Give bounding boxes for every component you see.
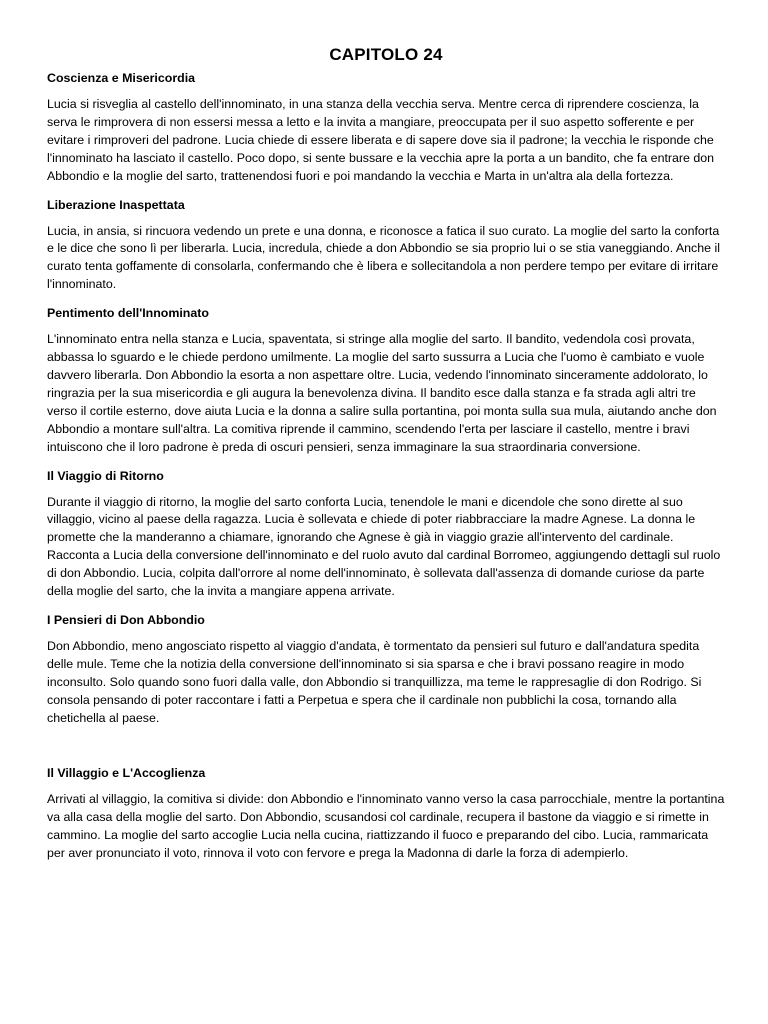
section-paragraph: Lucia, in ansia, si rincuora vedendo un prete e una donna, e riconosce a fatica il suo curato. La moglie del sarto la conforta e le dice che sono lì per liberarla. Lucia, incredula, chiede a don Abbondio se sia proprio lui o se stia vaneggiando. Anche il curato tenta goffamente di consolarla, confermando che è libera e sollecitandola a non perdere tempo per evitare di irritare l'innominato. — [47, 223, 720, 292]
section-paragraph: Arrivati al villaggio, la comitiva si divide: don Abbondio e l'innominato vanno verso la casa parrocchiale, mentre la portantina va alla casa della moglie del sarto. Don Abbondio, scusandosi col cardinale, recupera il bastone da viaggio e si rimette in cammino. La moglie del sarto accoglie Lucia nella cucina, riattizzando il fuoco e preparando del cibo. Lucia, rammaricata per aver pronunciato il voto, rinnova il voto con fervore e prega la Madonna di darle la forza di adempierlo. — [47, 792, 725, 861]
section-heading: Coscienza e Misericordia — [47, 71, 196, 85]
section-paragraph: L'innominato entra nella stanza e Lucia, spaventata, si stringe alla moglie del sarto. Il bandito, vedendola così provata, abbassa lo sguardo e le chiede perdono umilmente. La moglie del sarto sussurra a Lucia che l'uomo è cambiato e vuole davvero liberarla. Don Abbondio la esorta a non aspettare oltre. Lucia, vedendo l'innominato sinceramente addolorato, lo ringrazia per la sua misericordia e gli augura la benevolenza divina. Il bandito esce dalla stanza e fa strada agli altri tre verso il cortile esterno, dove aiuta Lucia e la donna a salire sulla portantina, poi monta sulla sua mula, aiutando anche don Abbondio a montare sull'altra. La comitiva riprende il cammino, scendendo l'erta per lasciare il castello, mentre i bravi intuiscono che il loro padrone è preda di oscuri pensieri, senza immaginare la sua straordinaria conversione. — [47, 332, 717, 454]
blank-space — [47, 737, 725, 764]
section-heading: Pentimento dell'Innominato — [47, 306, 209, 321]
section-villaggio — [47, 764, 725, 863]
section-liberazione — [47, 196, 725, 295]
section-heading: Liberazione Inaspettata — [47, 197, 185, 212]
chapter-title: CAPITOLO 24 — [329, 45, 443, 64]
section-paragraph: Durante il viaggio di ritorno, la moglie del sarto conforta Lucia, tenendole le mani e dicendole che sono dirette al suo villaggio, vicino al paese della ragazza. Lucia è sollevata e chiede di poter riabbracciare la madre Agnese. La donna le promette che la manderanno a chiamare, ignorando che Agnese è già in viaggio grazie all'intervento del cardinale. Racconta a Lucia della conversione dell'innominato e del ruolo avuto dal cardinal Borromeo, aggiungendo dettagli sul ruolo di don Abbondio. Lucia, colpita dall'orrore al nome dell'innominato, è sollevata dall'assenza di domande curiose da parte della moglie del sarto, che la invita a mangiare appena arrivate. — [47, 494, 721, 599]
section-pensieri — [47, 611, 725, 728]
section-pentimento — [47, 304, 725, 456]
document-page — [47, 44, 725, 873]
section-paragraph: Lucia si risveglia al castello dell'innominato, in una stanza della vecchia serva. Mentre cerca di riprendere coscienza, la serva le rimprovera di non essersi messa a letto e la invita a mangiare, preoccupata per il suo aspetto sofferente e per evitare i rimproveri del padrone. Lucia chiede di essere liberata e di sapere dove sia il padrone; la vecchia le risponde che l'innominato ha lasciato il castello. Poco dopo, si sente bussare e la vecchia apre la porta a un bandito, che fa entrare don Abbondio e la moglie del sarto, trattenendosi fuori e poi mandando la vecchia e Marta in un'altra ala della fortezza. — [47, 97, 715, 183]
section-heading: Il Viaggio di Ritorno — [47, 468, 164, 483]
section-heading: I Pensieri di Don Abbondio — [47, 612, 205, 627]
section-viaggio — [47, 467, 725, 601]
section-paragraph: Don Abbondio, meno angosciato rispetto al viaggio d'andata, è tormentato da pensieri sul futuro e dall'andatura spedita delle mule. Teme che la notizia della conversione dell'innominato si sia sparsa e che i bravi possano reagire in modo inconsulto. Solo quando sono fuori dalla valle, don Abbondio si tranquillizza, ma teme le rappresaglie di don Rodrigo. Si consola pensando di poter raccontare i fatti a Perpetua e spera che il cardinale non pubblichi la cosa, tornando alla chetichella al paese. — [47, 638, 702, 725]
section-coscienza — [47, 69, 725, 186]
section-heading: Il Villaggio e L'Accoglienza — [47, 766, 206, 781]
